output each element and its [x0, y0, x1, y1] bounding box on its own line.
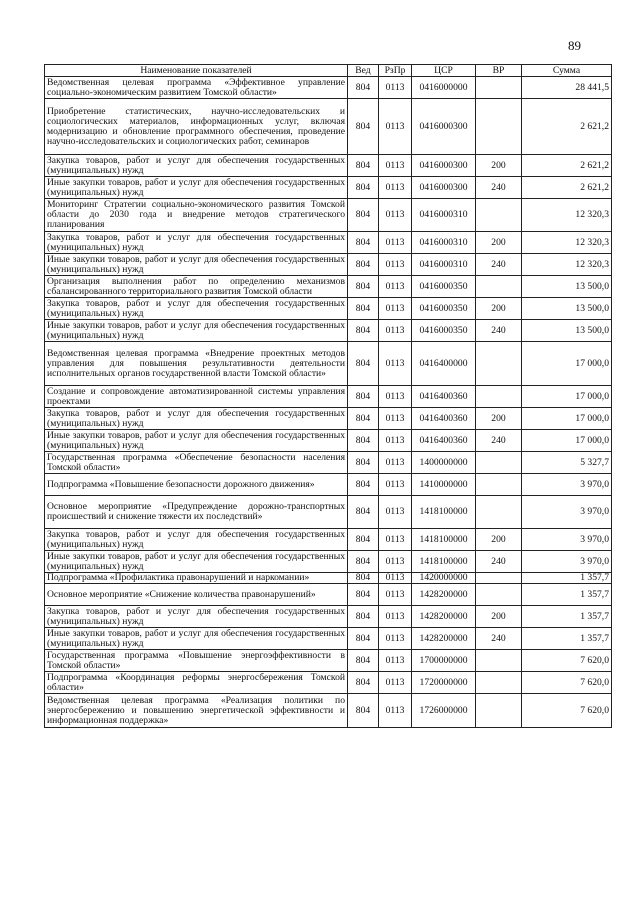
cell-vr: 240: [476, 254, 522, 276]
cell-vr: [476, 77, 522, 99]
cell-sum: 17 000,0: [522, 342, 612, 386]
cell-sum: 2 621,2: [522, 99, 612, 155]
cell-name: Закупка товаров, работ и услуг для обеспечения государственных (муниципальных) нужд: [45, 529, 348, 551]
header-sum: Сумма: [522, 65, 612, 77]
cell-sum: 3 970,0: [522, 529, 612, 551]
cell-name: Закупка товаров, работ и услуг для обеспечения государственных (муниципальных) нужд: [45, 155, 348, 177]
table-row: [45, 386, 612, 408]
cell-sum: 13 500,0: [522, 320, 612, 342]
cell-ved: 804: [348, 199, 379, 232]
cell-csr: 1700000000: [412, 650, 476, 672]
cell-vr: [476, 573, 522, 584]
cell-vr: 200: [476, 529, 522, 551]
table-row: [45, 496, 612, 529]
cell-csr: 0416000300: [412, 155, 476, 177]
cell-ved: 804: [348, 276, 379, 298]
cell-csr: 0416000350: [412, 320, 476, 342]
cell-ved: 804: [348, 342, 379, 386]
table-row: [45, 342, 612, 386]
cell-vr: [476, 342, 522, 386]
cell-vr: 200: [476, 606, 522, 628]
cell-csr: 1418100000: [412, 496, 476, 529]
cell-sum: 2 621,2: [522, 177, 612, 199]
cell-csr: 0416000350: [412, 276, 476, 298]
cell-vr: [476, 650, 522, 672]
cell-csr: 0416000310: [412, 232, 476, 254]
cell-vr: 240: [476, 430, 522, 452]
cell-vr: [476, 99, 522, 155]
cell-rzpr: 0113: [379, 452, 412, 474]
header-name: Наименование показателей: [45, 65, 348, 77]
table-row: [45, 672, 612, 694]
cell-rzpr: 0113: [379, 386, 412, 408]
cell-csr: 1428200000: [412, 606, 476, 628]
cell-csr: 0416400360: [412, 430, 476, 452]
header-vr: ВР: [476, 65, 522, 77]
table-header-row: [45, 65, 612, 77]
budget-table: [44, 64, 612, 728]
header-rzpr: РзПр: [379, 65, 412, 77]
cell-sum: 3 970,0: [522, 496, 612, 529]
cell-csr: 0416400360: [412, 386, 476, 408]
cell-name: Закупка товаров, работ и услуг для обеспечения государственных (муниципальных) нужд: [45, 408, 348, 430]
table-row: [45, 177, 612, 199]
cell-ved: 804: [348, 298, 379, 320]
cell-ved: 804: [348, 452, 379, 474]
cell-name: Государственная программа «Повышение энергоэффективности в Томской области»: [45, 650, 348, 672]
cell-name: Закупка товаров, работ и услуг для обеспечения государственных (муниципальных) нужд: [45, 232, 348, 254]
table-row: [45, 320, 612, 342]
cell-sum: 7 620,0: [522, 672, 612, 694]
cell-rzpr: 0113: [379, 694, 412, 728]
cell-ved: 804: [348, 474, 379, 496]
cell-rzpr: 0113: [379, 155, 412, 177]
cell-csr: 0416400000: [412, 342, 476, 386]
cell-vr: [476, 199, 522, 232]
cell-rzpr: 0113: [379, 298, 412, 320]
cell-rzpr: 0113: [379, 254, 412, 276]
table-row: [45, 408, 612, 430]
cell-rzpr: 0113: [379, 529, 412, 551]
cell-ved: 804: [348, 430, 379, 452]
cell-ved: 804: [348, 584, 379, 606]
cell-name: Закупка товаров, работ и услуг для обеспечения государственных (муниципальных) нужд: [45, 298, 348, 320]
cell-csr: 1720000000: [412, 672, 476, 694]
cell-sum: 1 357,7: [522, 573, 612, 584]
header-csr: ЦСР: [412, 65, 476, 77]
cell-name: Мониторинг Стратегии социально-экономического развития Томской области до 2030 года и внедрение методов стратегического планирования: [45, 199, 348, 232]
cell-sum: 12 320,3: [522, 232, 612, 254]
cell-sum: 17 000,0: [522, 430, 612, 452]
table-row: [45, 694, 612, 728]
cell-vr: [476, 584, 522, 606]
table-row: [45, 298, 612, 320]
cell-sum: 1 357,7: [522, 606, 612, 628]
table-row: [45, 276, 612, 298]
cell-ved: 804: [348, 254, 379, 276]
cell-sum: 12 320,3: [522, 199, 612, 232]
cell-rzpr: 0113: [379, 496, 412, 529]
cell-ved: 804: [348, 77, 379, 99]
cell-vr: [476, 386, 522, 408]
cell-vr: [476, 694, 522, 728]
table-row: [45, 232, 612, 254]
cell-name: Основное мероприятие «Снижение количества правонарушений»: [45, 584, 348, 606]
cell-name: Создание и сопровождение автоматизированной системы управления проектами: [45, 386, 348, 408]
cell-csr: 1410000000: [412, 474, 476, 496]
cell-rzpr: 0113: [379, 199, 412, 232]
cell-rzpr: 0113: [379, 584, 412, 606]
cell-csr: 1400000000: [412, 452, 476, 474]
cell-ved: 804: [348, 320, 379, 342]
cell-rzpr: 0113: [379, 573, 412, 584]
cell-rzpr: 0113: [379, 177, 412, 199]
cell-rzpr: 0113: [379, 551, 412, 573]
cell-vr: [476, 672, 522, 694]
cell-vr: [476, 276, 522, 298]
cell-name: Ведомственная целевая программа «Реализация политики по энергосбережению и повышению энергетической эффективности и информационная поддержка»: [45, 694, 348, 728]
table-row: [45, 650, 612, 672]
cell-sum: 17 000,0: [522, 408, 612, 430]
cell-csr: 1428200000: [412, 584, 476, 606]
table-row: [45, 77, 612, 99]
cell-ved: 804: [348, 551, 379, 573]
cell-rzpr: 0113: [379, 342, 412, 386]
cell-ved: 804: [348, 386, 379, 408]
table-body: [45, 77, 612, 728]
cell-csr: 0416000350: [412, 298, 476, 320]
cell-rzpr: 0113: [379, 628, 412, 650]
table-row: [45, 551, 612, 573]
cell-vr: 240: [476, 551, 522, 573]
cell-sum: 13 500,0: [522, 276, 612, 298]
cell-sum: 17 000,0: [522, 386, 612, 408]
cell-name: Ведомственная целевая программа «Внедрение проектных методов управления для повышения результативности деятельности исполнительных органов государственной власти Томской области»: [45, 342, 348, 386]
cell-csr: 0416400360: [412, 408, 476, 430]
cell-ved: 804: [348, 672, 379, 694]
cell-ved: 804: [348, 408, 379, 430]
cell-name: Иные закупки товаров, работ и услуг для обеспечения государственных (муниципальных) нужд: [45, 320, 348, 342]
cell-vr: 200: [476, 408, 522, 430]
cell-rzpr: 0113: [379, 276, 412, 298]
cell-csr: 1418100000: [412, 551, 476, 573]
table-row: [45, 452, 612, 474]
cell-csr: 0416000300: [412, 177, 476, 199]
cell-sum: 5 327,7: [522, 452, 612, 474]
cell-ved: 804: [348, 232, 379, 254]
header-ved: Вед: [348, 65, 379, 77]
cell-csr: 1428200000: [412, 628, 476, 650]
cell-ved: 804: [348, 573, 379, 584]
cell-name: Иные закупки товаров, работ и услуг для обеспечения государственных (муниципальных) нужд: [45, 628, 348, 650]
cell-name: Основное мероприятие «Предупреждение дорожно-транспортных происшествий и снижение тяжести их последствий»: [45, 496, 348, 529]
cell-vr: 200: [476, 155, 522, 177]
table-row: [45, 584, 612, 606]
cell-name: Иные закупки товаров, работ и услуг для обеспечения государственных (муниципальных) нужд: [45, 430, 348, 452]
table-row: [45, 430, 612, 452]
cell-name: Иные закупки товаров, работ и услуг для обеспечения государственных (муниципальных) нужд: [45, 254, 348, 276]
cell-csr: 0416000310: [412, 199, 476, 232]
cell-rzpr: 0113: [379, 320, 412, 342]
cell-rzpr: 0113: [379, 606, 412, 628]
cell-name: Ведомственная целевая программа «Эффективное управление социально-экономическим развитием Томской области»: [45, 77, 348, 99]
cell-name: Закупка товаров, работ и услуг для обеспечения государственных (муниципальных) нужд: [45, 606, 348, 628]
cell-ved: 804: [348, 650, 379, 672]
cell-sum: 1 357,7: [522, 584, 612, 606]
cell-csr: 0416000300: [412, 99, 476, 155]
cell-rzpr: 0113: [379, 232, 412, 254]
cell-vr: 200: [476, 232, 522, 254]
cell-ved: 804: [348, 155, 379, 177]
table-row: [45, 474, 612, 496]
cell-ved: 804: [348, 177, 379, 199]
cell-vr: [476, 452, 522, 474]
cell-csr: 0416000000: [412, 77, 476, 99]
cell-sum: 3 970,0: [522, 551, 612, 573]
cell-sum: 7 620,0: [522, 650, 612, 672]
cell-sum: 7 620,0: [522, 694, 612, 728]
cell-rzpr: 0113: [379, 474, 412, 496]
cell-name: Подпрограмма «Повышение безопасности дорожного движения»: [45, 474, 348, 496]
cell-vr: 200: [476, 298, 522, 320]
cell-vr: [476, 474, 522, 496]
cell-rzpr: 0113: [379, 408, 412, 430]
cell-rzpr: 0113: [379, 99, 412, 155]
cell-sum: 2 621,2: [522, 155, 612, 177]
table-row: [45, 155, 612, 177]
cell-ved: 804: [348, 529, 379, 551]
cell-vr: 240: [476, 320, 522, 342]
cell-vr: 240: [476, 628, 522, 650]
cell-vr: [476, 496, 522, 529]
cell-csr: 1418100000: [412, 529, 476, 551]
cell-rzpr: 0113: [379, 672, 412, 694]
cell-sum: 28 441,5: [522, 77, 612, 99]
cell-name: Иные закупки товаров, работ и услуг для обеспечения государственных (муниципальных) нужд: [45, 177, 348, 199]
cell-name: Иные закупки товаров, работ и услуг для обеспечения государственных (муниципальных) нужд: [45, 551, 348, 573]
cell-csr: 0416000310: [412, 254, 476, 276]
cell-rzpr: 0113: [379, 77, 412, 99]
cell-ved: 804: [348, 496, 379, 529]
cell-name: Подпрограмма «Профилактика правонарушений и наркомании»: [45, 573, 348, 584]
cell-csr: 1420000000: [412, 573, 476, 584]
cell-sum: 1 357,7: [522, 628, 612, 650]
cell-sum: 3 970,0: [522, 474, 612, 496]
table-row: [45, 573, 612, 584]
cell-name: Организация выполнения работ по определению механизмов сбалансированного территориального развития Томской области: [45, 276, 348, 298]
cell-ved: 804: [348, 628, 379, 650]
table-row: [45, 628, 612, 650]
table-row: [45, 99, 612, 155]
cell-ved: 804: [348, 606, 379, 628]
cell-name: Приобретение статистических, научно-исследовательских и социологических материалов, информационных услуг, включая модернизацию и обновление программного обеспечения, проведение научно-исследовательских и социологических работ, семинаров: [45, 99, 348, 155]
cell-sum: 12 320,3: [522, 254, 612, 276]
cell-rzpr: 0113: [379, 430, 412, 452]
cell-name: Государственная программа «Обеспечение безопасности населения Томской области»: [45, 452, 348, 474]
cell-sum: 13 500,0: [522, 298, 612, 320]
cell-name: Подпрограмма «Координация реформы энергосбережения Томской области»: [45, 672, 348, 694]
table-row: [45, 199, 612, 232]
cell-ved: 804: [348, 694, 379, 728]
cell-csr: 1726000000: [412, 694, 476, 728]
page-number: 89: [568, 38, 581, 53]
cell-rzpr: 0113: [379, 650, 412, 672]
table-row: [45, 529, 612, 551]
cell-vr: 240: [476, 177, 522, 199]
table-row: [45, 606, 612, 628]
table-row: [45, 254, 612, 276]
cell-ved: 804: [348, 99, 379, 155]
